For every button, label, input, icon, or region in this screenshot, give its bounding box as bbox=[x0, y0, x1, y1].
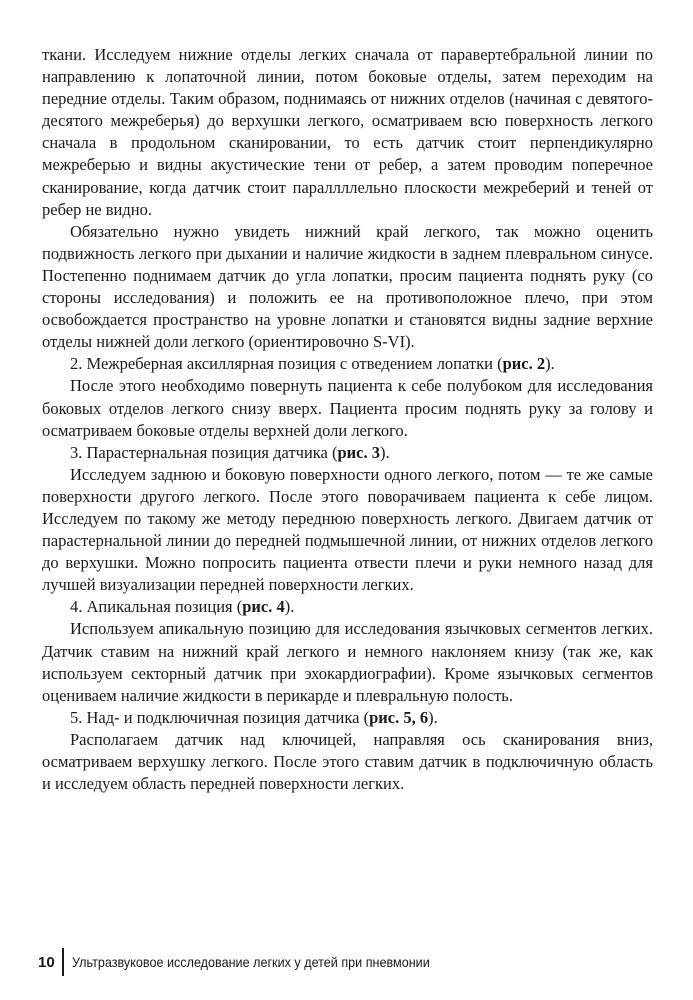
page-number: 10 bbox=[38, 953, 55, 971]
body-text bbox=[42, 44, 653, 795]
figure-reference: рис. 3 bbox=[337, 442, 381, 462]
list-heading bbox=[42, 596, 653, 618]
heading-tail: ). bbox=[284, 597, 295, 617]
paragraph: Используем апикальную позицию для исследования язычковых сегментов легких. Датчик ставим на нижний край легкого и немного наклоняем книзу (так же, как используем секторный датчик при эхокардиографии). Кроме язычковых сегментов оцениваем наличие жидкости в перикарде и плевральную полость. bbox=[42, 619, 653, 705]
page-footer bbox=[38, 947, 470, 977]
paragraph: Обязательно нужно увидеть нижний край легкого, так можно оценить подвижность легкого при дыхании и наличие жидкости в заднем плевральном синусе. Постепенно поднимаем датчик до угла лопатки, просим пациента поднять руку (со стороны исследования) и положить ее на противоположное плечо, при этом освобождается пространство на уровне лопатки и становятся видны задние верхние отделы нижней доли легкого (ориентировочно S-VI). bbox=[42, 221, 653, 352]
heading-tail: ). bbox=[428, 707, 438, 727]
footer-divider bbox=[62, 948, 64, 976]
figure-reference: рис. 2 bbox=[502, 354, 546, 374]
paragraph: После этого необходимо повернуть пациента к себе полубоком для исследования боковых отделов легкого снизу вверх. Пациента просим поднять руку за голову и осматриваем боковые отделы верхней доли легкого. bbox=[42, 376, 653, 440]
paragraph: Располагаем датчик над ключицей, направляя ось сканирования вниз, осматриваем верхушку легкого. После этого ставим датчик в подключичную область и исследуем область передней поверхности легких. bbox=[42, 729, 653, 794]
list-heading bbox=[42, 707, 653, 729]
heading-text: 4. Апикальная позиция ( bbox=[70, 597, 243, 617]
paragraph: ткани. Исследуем нижние отделы легких сначала от паравертебральной линии по направлению к лопаточной линии, потом боковые отделы, затем переходим на передние отделы. Таким образом, поднимаясь от нижних отделов (начиная с девятого-десятого межреберья) до верхушки легкого, осматриваем всю поверхность легкого сначала в продольном сканировании, то есть датчик стоит перпендикулярно межреберью и видны акустические тени от ребер, а затем проводим поперечное сканирование, когда датчик стоит параллллельно плоскости межреберий и теней от ребер не видно. bbox=[42, 45, 653, 219]
paragraph: Исследуем заднюю и боковую поверхности одного легкого, потом — те же самые поверхности другого легкого. После этого поворачиваем пациента к себе лицом. Исследуем по такому же методу переднюю поверхность легкого. Двигаем датчик от парастернальной линии до передней подмышечной линии, от нижних отделов легкого до верхушки. Можно попросить пациента отвести плечи и руки немного назад для лучшей визуализации передней поверхности легких. bbox=[42, 464, 653, 595]
list-heading bbox=[42, 353, 653, 375]
heading-text: 2. Межреберная аксиллярная позиция с отведением лопатки ( bbox=[70, 354, 503, 374]
heading-tail: ). bbox=[380, 442, 390, 462]
running-title: Ультразвуковое исследование легких у детей при пневмонии bbox=[72, 954, 430, 970]
figure-reference: рис. 4 bbox=[242, 597, 285, 617]
list-heading bbox=[42, 442, 653, 464]
heading-tail: ). bbox=[545, 354, 555, 374]
heading-text: 3. Парастернальная позиция датчика ( bbox=[70, 442, 338, 462]
heading-text: 5. Над- и подключичная позиция датчика ( bbox=[70, 707, 370, 727]
figure-reference: рис. 5, 6 bbox=[369, 707, 429, 727]
